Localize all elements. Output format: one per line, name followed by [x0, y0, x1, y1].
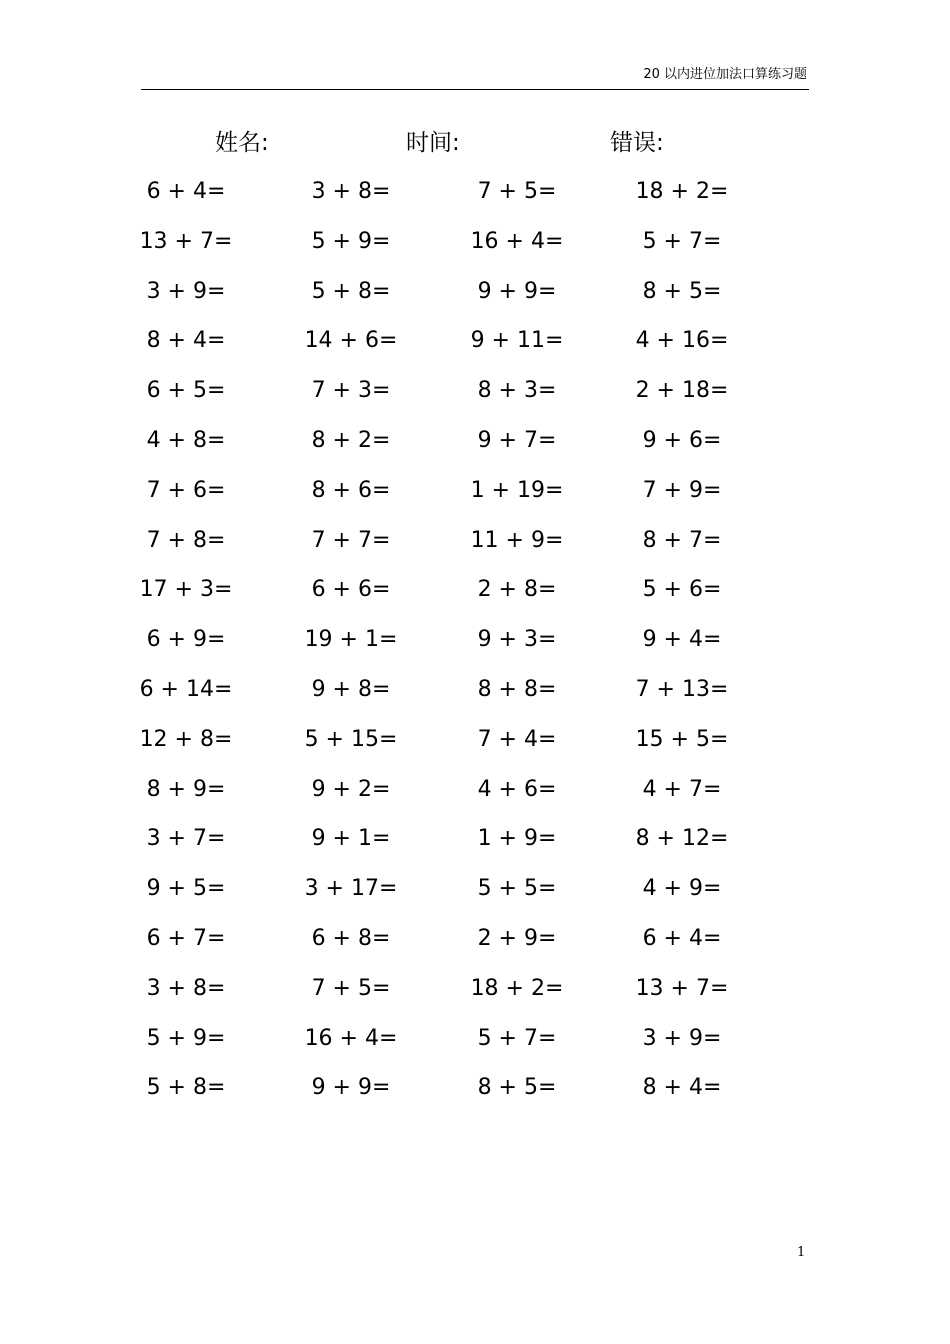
problem: 1 + 19=	[470, 477, 564, 503]
problem: 8 + 6=	[311, 477, 391, 503]
problem: 8 + 9=	[146, 776, 226, 802]
problem: 9 + 3=	[477, 627, 557, 653]
problem: 9 + 7=	[477, 427, 557, 453]
problem: 4 + 16=	[635, 328, 729, 354]
problem: 18 + 2=	[635, 179, 729, 204]
problem: 3 + 7=	[146, 826, 226, 852]
problem-row	[0, 217, 950, 267]
problem-row	[0, 665, 950, 715]
problem: 9 + 6=	[642, 427, 722, 453]
problem: 8 + 4=	[146, 328, 226, 354]
problem: 5 + 8=	[311, 278, 391, 304]
problem-row	[0, 914, 950, 964]
problem: 9 + 11=	[470, 328, 564, 354]
problem: 16 + 4=	[470, 228, 564, 254]
problem: 7 + 5=	[477, 179, 557, 204]
problem: 4 + 6=	[477, 776, 557, 802]
problem: 8 + 3=	[477, 378, 557, 404]
errors-label: 错误:	[610, 130, 664, 156]
problem: 3 + 9=	[146, 278, 226, 304]
problem-row	[0, 1014, 950, 1064]
header-divider	[141, 89, 809, 90]
problem-row	[0, 316, 950, 366]
problem: 7 + 6=	[146, 477, 226, 503]
problem: 11 + 9=	[470, 527, 564, 553]
problem: 3 + 8=	[146, 975, 226, 1001]
student-info-row	[0, 125, 950, 161]
problem: 14 + 6=	[304, 328, 398, 354]
problem-row	[0, 466, 950, 516]
time-label: 时间:	[406, 130, 460, 156]
page-number: 1	[797, 1245, 806, 1260]
problem-row	[0, 814, 950, 864]
problem: 1 + 9=	[477, 826, 557, 852]
problem: 13 + 7=	[139, 228, 233, 254]
problem-row	[0, 964, 950, 1014]
problem: 16 + 4=	[304, 1025, 398, 1051]
problem: 12 + 8=	[139, 726, 233, 752]
problem-row	[0, 1063, 950, 1113]
problem: 6 + 6=	[311, 577, 391, 603]
problem: 6 + 9=	[146, 627, 226, 653]
problem: 5 + 5=	[477, 876, 557, 902]
problem: 7 + 5=	[311, 975, 391, 1001]
problem-row	[0, 765, 950, 815]
problem: 2 + 18=	[635, 378, 729, 404]
problem: 17 + 3=	[139, 577, 233, 603]
problem: 8 + 7=	[642, 527, 722, 553]
problem: 5 + 9=	[311, 228, 391, 254]
problem: 4 + 7=	[642, 776, 722, 802]
problem: 9 + 4=	[642, 627, 722, 653]
problem: 4 + 8=	[146, 427, 226, 453]
problem: 7 + 7=	[311, 527, 391, 553]
problem: 5 + 8=	[146, 1075, 226, 1101]
problem: 6 + 7=	[146, 925, 226, 951]
problem: 13 + 7=	[635, 975, 729, 1001]
problem: 4 + 9=	[642, 876, 722, 902]
problem-row	[0, 864, 950, 914]
problem: 7 + 13=	[635, 676, 729, 702]
problem: 6 + 4=	[642, 925, 722, 951]
problem: 8 + 5=	[477, 1075, 557, 1101]
problem: 7 + 8=	[146, 527, 226, 553]
problem: 6 + 8=	[311, 925, 391, 951]
problem: 5 + 6=	[642, 577, 722, 603]
problem: 6 + 5=	[146, 378, 226, 404]
problem: 2 + 9=	[477, 925, 557, 951]
problem: 5 + 9=	[146, 1025, 226, 1051]
problem-row	[0, 715, 950, 765]
header-title: 20 以内进位加法口算练习题	[643, 67, 807, 82]
problem: 9 + 9=	[311, 1075, 391, 1101]
problem-row	[0, 615, 950, 665]
problem: 3 + 8=	[311, 179, 391, 204]
name-label: 姓名:	[215, 130, 269, 156]
problem: 7 + 4=	[477, 726, 557, 752]
problem-row	[0, 516, 950, 566]
problem: 19 + 1=	[304, 627, 398, 653]
problem-grid	[0, 167, 950, 1113]
problem: 9 + 2=	[311, 776, 391, 802]
problem: 6 + 4=	[146, 179, 226, 204]
problem: 5 + 15=	[304, 726, 398, 752]
problem: 5 + 7=	[477, 1025, 557, 1051]
problem: 9 + 8=	[311, 676, 391, 702]
problem: 9 + 1=	[311, 826, 391, 852]
problem: 8 + 5=	[642, 278, 722, 304]
problem: 3 + 9=	[642, 1025, 722, 1051]
problem: 2 + 8=	[477, 577, 557, 603]
problem-row	[0, 167, 950, 217]
problem-row	[0, 416, 950, 466]
problem-row	[0, 267, 950, 317]
problem: 7 + 3=	[311, 378, 391, 404]
problem-row	[0, 366, 950, 416]
problem: 9 + 9=	[477, 278, 557, 304]
problem: 8 + 4=	[642, 1075, 722, 1101]
problem: 8 + 8=	[477, 676, 557, 702]
problem: 15 + 5=	[635, 726, 729, 752]
problem: 18 + 2=	[470, 975, 564, 1001]
problem: 6 + 14=	[139, 676, 233, 702]
problem: 8 + 2=	[311, 427, 391, 453]
problem: 3 + 17=	[304, 876, 398, 902]
problem: 8 + 12=	[635, 826, 729, 852]
problem: 7 + 9=	[642, 477, 722, 503]
problem: 5 + 7=	[642, 228, 722, 254]
problem: 9 + 5=	[146, 876, 226, 902]
problem-row	[0, 565, 950, 615]
